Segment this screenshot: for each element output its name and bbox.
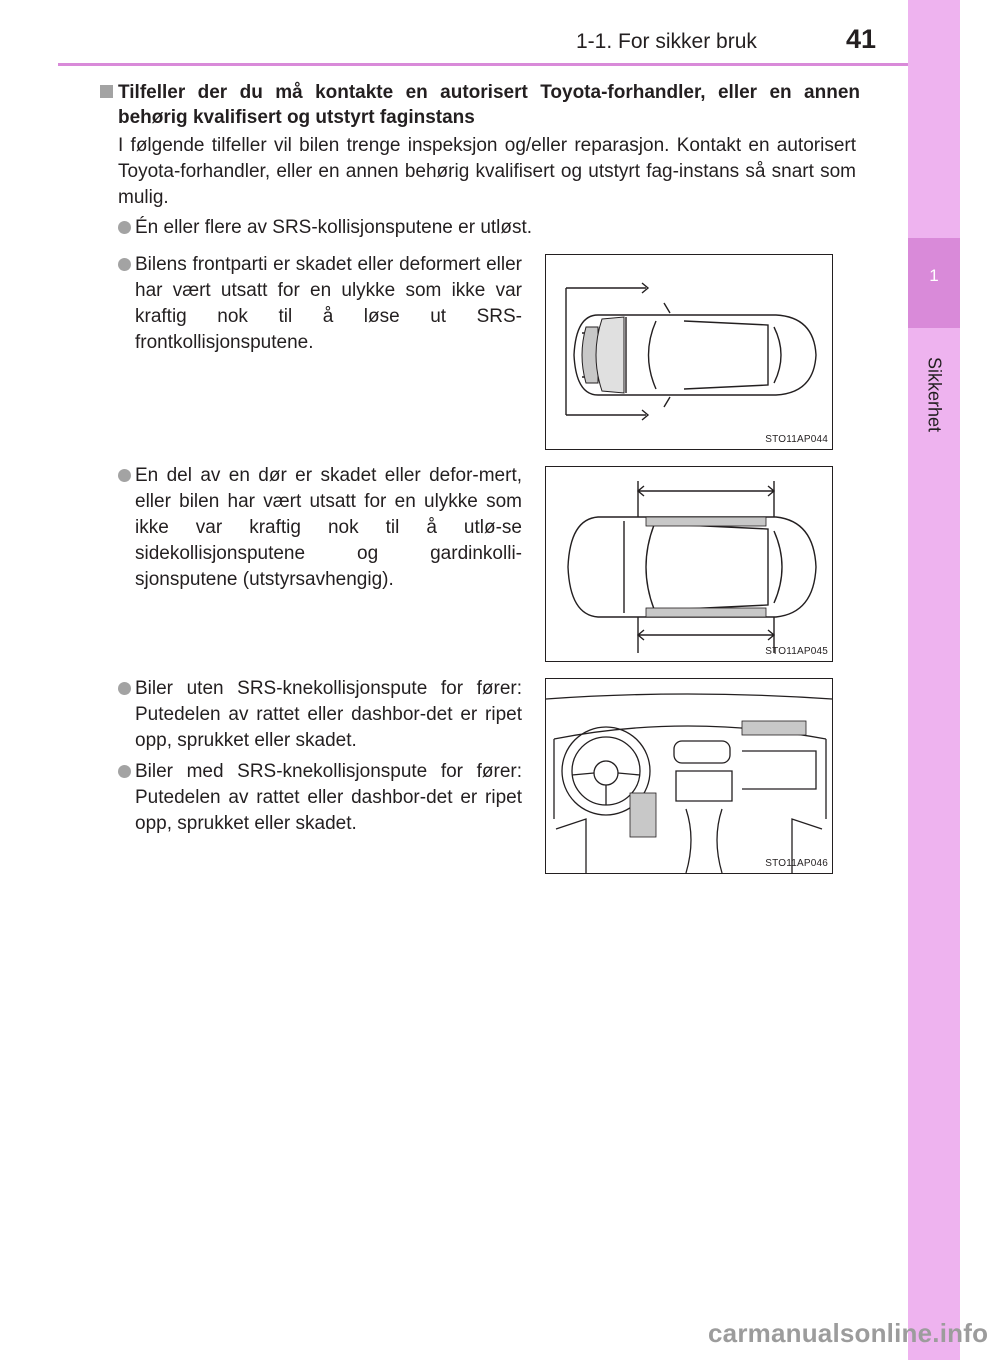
- figure-label: STO11AP046: [765, 858, 828, 869]
- figure-label: STO11AP045: [765, 646, 828, 657]
- bullet-dot-icon: [118, 258, 131, 271]
- chapter-title: Sikkerhet: [924, 356, 945, 433]
- list-item: [118, 759, 522, 837]
- section-title: 1-1. For sikker bruk: [576, 30, 757, 53]
- intro-paragraph: I følgende tilfeller vil bilen trenge inspeksjon og/eller reparasjon. Kontakt en autorisert Toyota-forhandler, eller en annen behørig kvalifisert og utstyrt fag-instans så snart som mulig.: [118, 135, 856, 208]
- bullet-dot-icon: [118, 221, 131, 234]
- figure-label: STO11AP044: [765, 434, 828, 445]
- car-top-view-icon: [546, 255, 832, 449]
- section-heading: [100, 80, 860, 130]
- bullet-dot-icon: [118, 469, 131, 482]
- figure-front-damage: [545, 254, 833, 450]
- bullet-dot-icon: [118, 682, 131, 695]
- list-item: [118, 676, 522, 754]
- list-item: [118, 463, 522, 593]
- chapter-side-tab: [908, 0, 960, 1360]
- dashboard-interior-icon: [546, 679, 832, 873]
- list-item: [118, 215, 856, 241]
- header-rule: [58, 63, 908, 66]
- list-item-text: Biler med SRS-knekollisjonspute for fører: Putedelen av rattet eller dashbor-det er ripet opp, sprukket eller skadet.: [135, 761, 522, 834]
- list-item-text: Én eller flere av SRS-kollisjonsputene er utløst.: [135, 217, 533, 238]
- list-item-text: Bilens frontparti er skadet eller deformert eller har vært utsatt for en ulykke som ikke var kraftig nok til å løse ut SRS-frontkollisjonsputene.: [135, 254, 522, 353]
- list-item-text: En del av en dør er skadet eller defor-mert, eller bilen har vært utsatt for en ulykke som ikke var kraftig nok til å utlø-se sidekollisjonsputene og gardinkolli-sjonsputene (utstyrsavhengig).: [135, 465, 522, 590]
- figure-side-damage: [545, 466, 833, 662]
- figure-dashboard: [545, 678, 833, 874]
- chapter-number: 1: [929, 266, 939, 285]
- watermark: carmanualsonline.info: [708, 1318, 988, 1348]
- bullet-dot-icon: [118, 765, 131, 778]
- car-top-view-side-icon: [546, 467, 832, 661]
- list-item-text: Biler uten SRS-knekollisjonspute for fører: Putedelen av rattet eller dashbor-det er ripet opp, sprukket eller skadet.: [135, 678, 522, 751]
- list-item: [118, 252, 522, 356]
- page-number: 41: [846, 24, 877, 54]
- section-heading-text: Tilfeller der du må kontakte en autorisert Toyota-forhandler, eller en annen behørig kvalifisert og utstyrt faginstans: [118, 82, 860, 128]
- square-bullet-icon: [100, 85, 113, 98]
